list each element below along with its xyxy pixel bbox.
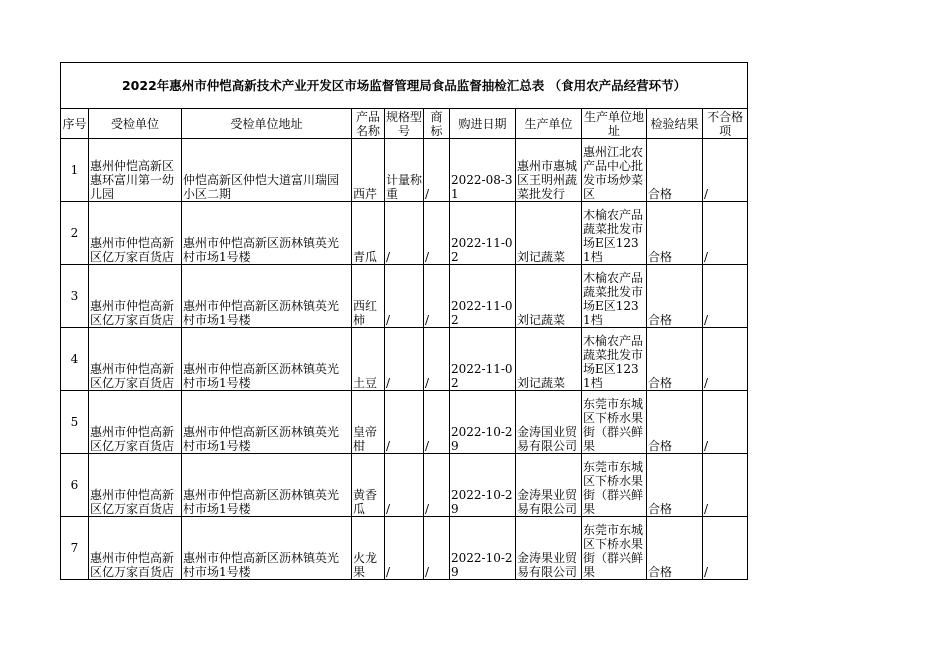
- cell-inspected-unit-text: 惠州市仲恺高新区亿万家百货店: [90, 362, 175, 390]
- cell-producer: [516, 265, 582, 328]
- cell-product-name: [352, 454, 385, 517]
- cell-result-text: 合格: [648, 313, 673, 327]
- cell-brand: [424, 454, 450, 517]
- cell-producer-address-text: 木棆农产品蔬菜批发市场E区1231档: [583, 271, 644, 327]
- header-cell: 序号: [61, 109, 89, 139]
- cell-spec-text: /: [386, 439, 391, 453]
- cell-serial: [61, 202, 89, 265]
- cell-spec-text: /: [386, 313, 391, 327]
- cell-producer: [516, 139, 582, 202]
- cell-product-name-text: 黄香瓜: [353, 488, 378, 516]
- cell-brand-text: /: [425, 250, 430, 264]
- cell-serial-text: 6: [70, 478, 79, 492]
- cell-failed-item: [703, 265, 748, 328]
- cell-result: [647, 202, 703, 265]
- cell-purchase-date: [450, 517, 516, 580]
- table-row: [61, 265, 748, 328]
- cell-product-name-text: 土豆: [353, 376, 378, 390]
- cell-purchase-date: [450, 265, 516, 328]
- cell-serial-text: 7: [70, 541, 79, 555]
- cell-spec-text: /: [386, 502, 391, 516]
- cell-brand-text: /: [425, 187, 430, 201]
- inspection-sheet: [60, 62, 747, 580]
- cell-spec: [385, 265, 424, 328]
- cell-purchase-date: [450, 391, 516, 454]
- cell-producer-address: [582, 328, 647, 391]
- cell-inspected-unit-text: 惠州市仲恺高新区亿万家百货店: [90, 551, 175, 579]
- cell-failed-item: [703, 454, 748, 517]
- cell-unit-address: [182, 265, 352, 328]
- cell-unit-address: [182, 328, 352, 391]
- cell-failed-item-text: /: [704, 439, 709, 453]
- cell-failed-item-text: /: [704, 502, 709, 516]
- cell-spec-text: /: [386, 376, 391, 390]
- cell-product-name-text: 西芹: [353, 187, 378, 201]
- cell-result: [647, 517, 703, 580]
- cell-serial-text: 1: [70, 163, 79, 177]
- header-row: [61, 109, 748, 139]
- cell-inspected-unit: [89, 265, 182, 328]
- cell-product-name: [352, 517, 385, 580]
- cell-inspected-unit-text: 惠州市仲恺高新区亿万家百货店: [90, 488, 175, 516]
- cell-purchase-date-text: 2022-11-02: [451, 362, 513, 390]
- cell-unit-address: [182, 139, 352, 202]
- cell-producer-address: [582, 265, 647, 328]
- cell-spec: [385, 517, 424, 580]
- cell-producer-address-text: 惠州江北农产品中心批发市场炒菜区: [583, 145, 644, 201]
- cell-producer-address: [582, 517, 647, 580]
- cell-serial: [61, 139, 89, 202]
- cell-producer-text: 刘记蔬菜: [517, 376, 566, 390]
- header-cell: 检验结果: [647, 109, 703, 139]
- cell-brand: [424, 202, 450, 265]
- cell-producer-address-text: 东莞市东城区下桥水果街（群兴鲜果: [583, 397, 644, 453]
- table-row: [61, 517, 748, 580]
- cell-product-name: [352, 202, 385, 265]
- cell-purchase-date-text: 2022-11-02: [451, 299, 513, 327]
- cell-inspected-unit: [89, 454, 182, 517]
- cell-producer-text: 惠州市惠城区王明州蔬菜批发行: [517, 159, 578, 201]
- cell-result: [647, 265, 703, 328]
- cell-producer-address-text: 东莞市东城区下桥水果街（群兴鲜果: [583, 460, 644, 516]
- cell-unit-address: [182, 202, 352, 265]
- cell-unit-address: [182, 454, 352, 517]
- table-row: [61, 391, 748, 454]
- cell-unit-address-text: 仲恺高新区仲恺大道富川瑞园小区二期: [183, 173, 340, 201]
- cell-brand: [424, 139, 450, 202]
- cell-serial-text: 4: [70, 352, 79, 366]
- cell-result-text: 合格: [648, 502, 673, 516]
- inspection-table: [60, 62, 748, 580]
- cell-result-text: 合格: [648, 250, 673, 264]
- cell-serial: [61, 517, 89, 580]
- cell-product-name: [352, 391, 385, 454]
- cell-inspected-unit: [89, 139, 182, 202]
- cell-brand-text: /: [425, 376, 430, 390]
- cell-producer-address: [582, 139, 647, 202]
- cell-inspected-unit: [89, 328, 182, 391]
- cell-purchase-date: [450, 454, 516, 517]
- table-title: 2022年惠州市仲恺高新技术产业开发区市场监督管理局食品监督抽检汇总表 （食用农产品经营环节）: [61, 63, 748, 109]
- cell-spec: [385, 328, 424, 391]
- cell-unit-address-text: 惠州市仲恺高新区沥林镇英光村市场1号楼: [183, 299, 340, 327]
- cell-spec: [385, 454, 424, 517]
- cell-product-name-text: 火龙果: [353, 551, 378, 579]
- table-row: [61, 202, 748, 265]
- header-cell: 商标: [424, 109, 450, 139]
- cell-producer-address-text: 木棆农产品蔬菜批发市场E区1231档: [583, 208, 644, 264]
- cell-unit-address-text: 惠州市仲恺高新区沥林镇英光村市场1号楼: [183, 362, 340, 390]
- header-cell: 规格型号: [386, 109, 423, 138]
- cell-serial-text: 3: [70, 289, 79, 303]
- cell-failed-item-text: /: [704, 565, 709, 579]
- cell-brand-text: /: [425, 502, 430, 516]
- cell-unit-address-text: 惠州市仲恺高新区沥林镇英光村市场1号楼: [183, 551, 340, 579]
- cell-result: [647, 391, 703, 454]
- cell-producer-text: 金涛果业贸易有限公司: [517, 551, 578, 579]
- cell-failed-item: [703, 202, 748, 265]
- cell-failed-item-text: /: [704, 313, 709, 327]
- cell-producer-address: [582, 454, 647, 517]
- cell-spec-text: /: [386, 565, 391, 579]
- cell-brand: [424, 265, 450, 328]
- table-row: [61, 328, 748, 391]
- cell-purchase-date-text: 2022-10-29: [451, 551, 513, 579]
- table-row: [61, 454, 748, 517]
- cell-spec: [385, 139, 424, 202]
- cell-inspected-unit-text: 惠州市仲恺高新区亿万家百货店: [90, 299, 175, 327]
- cell-purchase-date: [450, 139, 516, 202]
- cell-inspected-unit: [89, 391, 182, 454]
- cell-producer-text: 金涛国业贸易有限公司: [517, 425, 578, 453]
- cell-producer-address-text: 木棆农产品蔬菜批发市场E区1231档: [583, 334, 644, 390]
- cell-producer-address: [582, 391, 647, 454]
- header-cell: 受检单位: [89, 109, 182, 139]
- cell-purchase-date-text: 2022-11-02: [451, 236, 513, 264]
- cell-product-name: [352, 139, 385, 202]
- cell-result: [647, 454, 703, 517]
- header-cell: 购进日期: [450, 109, 516, 139]
- cell-brand-text: /: [425, 313, 430, 327]
- cell-serial: [61, 454, 89, 517]
- header-cell: 产品名称: [352, 109, 385, 139]
- cell-unit-address: [182, 517, 352, 580]
- cell-brand: [424, 328, 450, 391]
- cell-unit-address: [182, 391, 352, 454]
- cell-purchase-date-text: 2022-08-31: [451, 173, 513, 201]
- cell-inspected-unit-text: 惠州市仲恺高新区亿万家百货店: [90, 425, 175, 453]
- cell-producer-text: 刘记蔬菜: [517, 250, 566, 264]
- cell-serial: [61, 391, 89, 454]
- cell-result-text: 合格: [648, 376, 673, 390]
- cell-producer-address: [582, 202, 647, 265]
- cell-unit-address-text: 惠州市仲恺高新区沥林镇英光村市场1号楼: [183, 425, 340, 453]
- cell-purchase-date-text: 2022-10-29: [451, 425, 513, 453]
- cell-purchase-date: [450, 328, 516, 391]
- cell-product-name-text: 西红柿: [353, 299, 378, 327]
- cell-producer-text: 刘记蔬菜: [517, 313, 566, 327]
- cell-result-text: 合格: [648, 439, 673, 453]
- cell-purchase-date: [450, 202, 516, 265]
- cell-product-name: [352, 265, 385, 328]
- cell-failed-item-text: /: [704, 250, 709, 264]
- header-cell: 生产单位地址: [582, 109, 647, 139]
- table-row: [61, 139, 748, 202]
- cell-serial: [61, 328, 89, 391]
- cell-producer-text: 金涛果业贸易有限公司: [517, 488, 578, 516]
- cell-brand: [424, 517, 450, 580]
- cell-serial-text: 2: [70, 226, 79, 240]
- cell-inspected-unit: [89, 517, 182, 580]
- cell-brand: [424, 391, 450, 454]
- cell-producer: [516, 391, 582, 454]
- cell-producer: [516, 202, 582, 265]
- cell-spec-text: /: [386, 250, 391, 264]
- cell-inspected-unit-text: 惠州仲恺高新区惠环富川第一幼儿园: [90, 159, 175, 201]
- cell-product-name: [352, 328, 385, 391]
- cell-spec: [385, 202, 424, 265]
- cell-result-text: 合格: [648, 187, 673, 201]
- cell-spec-text: 计量称重: [386, 173, 422, 201]
- cell-producer: [516, 328, 582, 391]
- cell-producer: [516, 454, 582, 517]
- cell-failed-item: [703, 328, 748, 391]
- cell-failed-item: [703, 517, 748, 580]
- cell-result: [647, 139, 703, 202]
- cell-product-name-text: 皇帝柑: [353, 425, 378, 453]
- cell-result-text: 合格: [648, 565, 673, 579]
- cell-failed-item-text: /: [704, 376, 709, 390]
- cell-product-name-text: 青瓜: [353, 250, 378, 264]
- cell-inspected-unit: [89, 202, 182, 265]
- cell-brand-text: /: [425, 439, 430, 453]
- cell-producer-address-text: 东莞市东城区下桥水果街（群兴鲜果: [583, 523, 644, 579]
- cell-spec: [385, 391, 424, 454]
- cell-result: [647, 328, 703, 391]
- cell-failed-item: [703, 139, 748, 202]
- cell-purchase-date-text: 2022-10-29: [451, 488, 513, 516]
- cell-unit-address-text: 惠州市仲恺高新区沥林镇英光村市场1号楼: [183, 488, 340, 516]
- header-cell: 生产单位: [516, 109, 582, 139]
- cell-unit-address-text: 惠州市仲恺高新区沥林镇英光村市场1号楼: [183, 236, 340, 264]
- header-cell: 不合格项: [703, 109, 748, 139]
- cell-producer: [516, 517, 582, 580]
- cell-serial: [61, 265, 89, 328]
- cell-brand-text: /: [425, 565, 430, 579]
- cell-failed-item-text: /: [704, 187, 709, 201]
- cell-inspected-unit-text: 惠州市仲恺高新区亿万家百货店: [90, 236, 175, 264]
- cell-failed-item: [703, 391, 748, 454]
- cell-serial-text: 5: [70, 415, 79, 429]
- header-cell: 受检单位地址: [182, 109, 352, 139]
